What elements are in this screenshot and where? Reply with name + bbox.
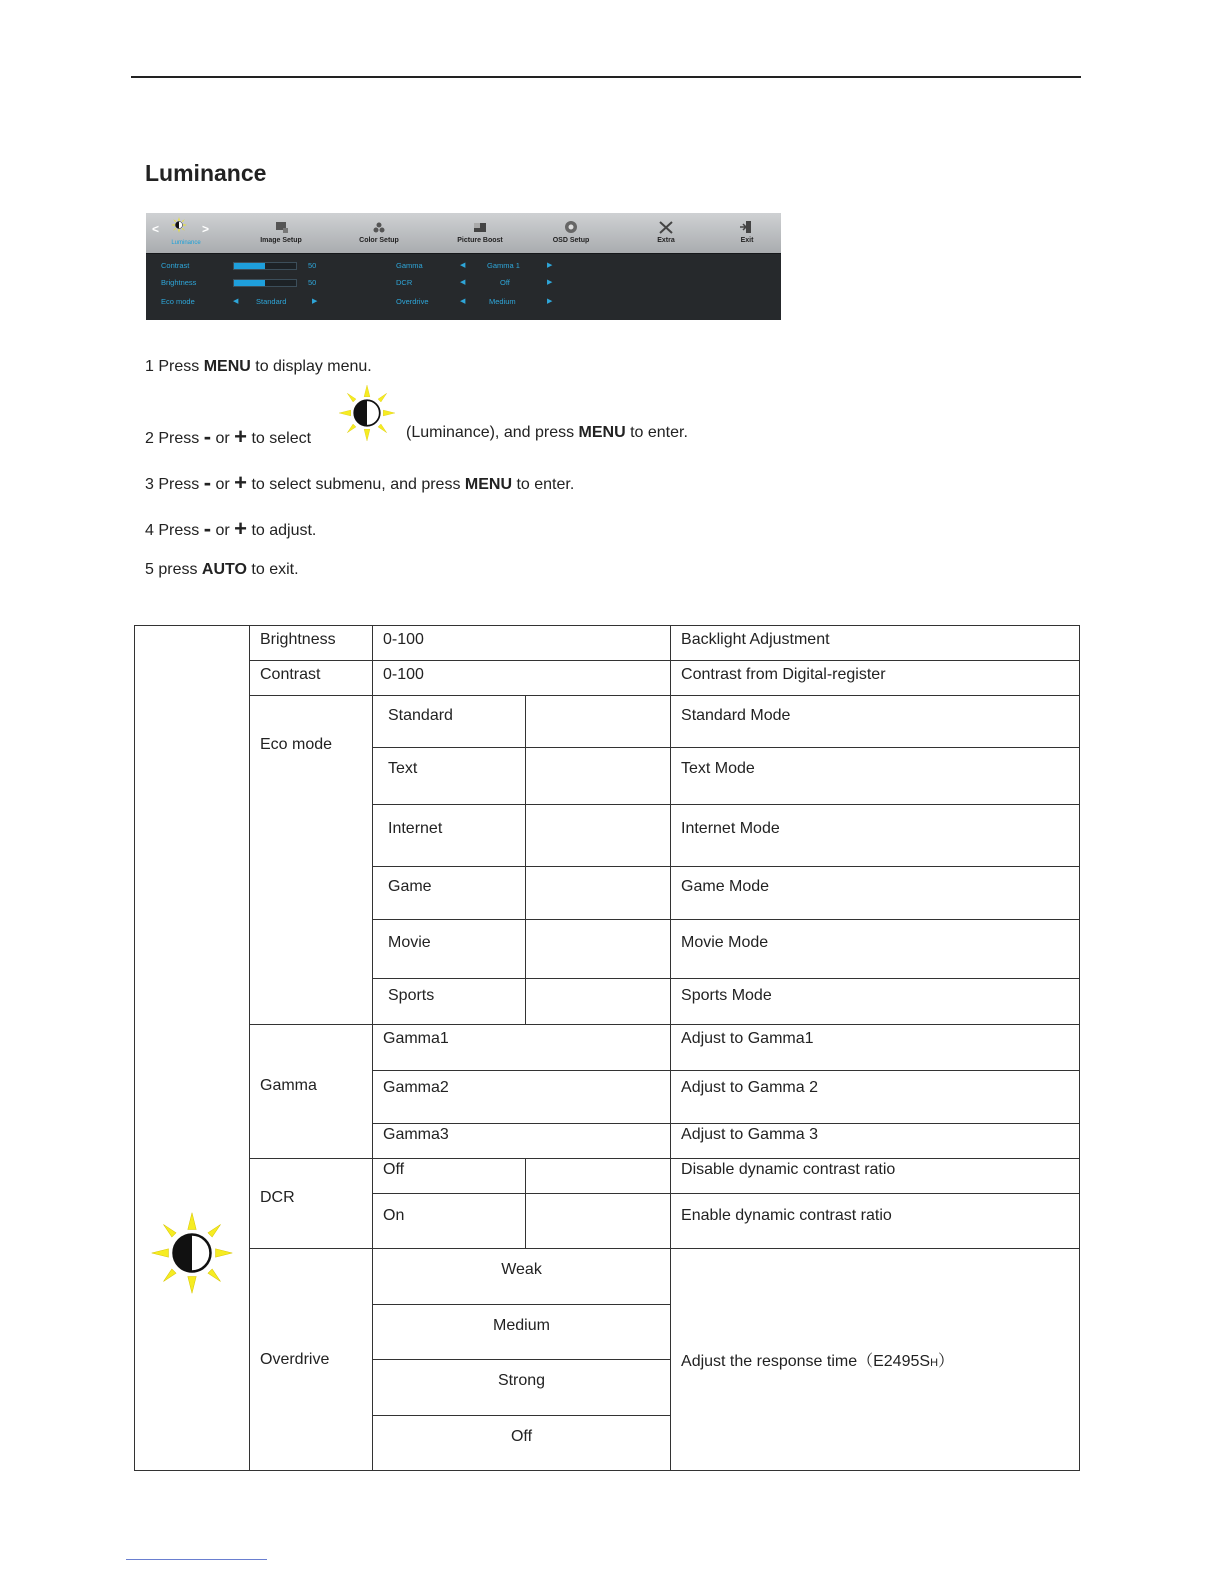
row-range: 0-100 bbox=[373, 626, 671, 661]
osd-tab-luminance-label: Luminance bbox=[171, 240, 201, 246]
empty-cell bbox=[526, 920, 671, 979]
table-row bbox=[135, 626, 1080, 661]
option-value: Standard bbox=[373, 696, 526, 748]
osd-gamma-value: Gamma 1 bbox=[487, 261, 520, 270]
option-value: Internet bbox=[373, 805, 526, 867]
table-row bbox=[135, 661, 1080, 696]
osd-tab-luminance bbox=[146, 217, 219, 233]
osd-dcr-label: DCR bbox=[396, 278, 413, 287]
osd-overdrive-value: Medium bbox=[489, 297, 516, 306]
luminance-icon-cell bbox=[135, 626, 250, 1471]
osd-brightness-slider bbox=[233, 279, 297, 287]
empty-cell bbox=[526, 979, 671, 1025]
osd-tab-image-setup: Image Setup bbox=[241, 219, 321, 244]
overdrive-desc: Adjust the response time（E2495SH） bbox=[671, 1249, 1080, 1471]
empty-cell bbox=[526, 748, 671, 805]
option-value: Gamma1 bbox=[373, 1025, 671, 1071]
osd-tab-bar bbox=[146, 213, 781, 254]
option-desc: Disable dynamic contrast ratio bbox=[671, 1159, 1080, 1194]
footer-rule bbox=[126, 1559, 267, 1560]
option-desc: Sports Mode bbox=[671, 979, 1080, 1025]
eco-mode-name: Eco mode bbox=[250, 696, 373, 1025]
option-value: Sports bbox=[373, 979, 526, 1025]
osd-tab-osd-setup: OSD Setup bbox=[531, 219, 611, 244]
top-rule bbox=[131, 76, 1081, 78]
osd-tab-extra: Extra bbox=[626, 219, 706, 244]
row-name: Brightness bbox=[250, 626, 373, 661]
table-row bbox=[135, 1025, 1080, 1071]
section-heading: Luminance bbox=[145, 160, 267, 186]
triangle-left-icon: ◀ bbox=[460, 262, 466, 269]
triangle-left-icon: ◀ bbox=[233, 298, 239, 305]
osd-eco-value: Standard bbox=[256, 297, 287, 306]
osd-overdrive-label: Overdrive bbox=[396, 297, 429, 306]
option-desc: Standard Mode bbox=[671, 696, 1080, 748]
color-setup-icon bbox=[339, 219, 419, 235]
osd-contrast-value: 50 bbox=[308, 261, 317, 270]
empty-cell bbox=[526, 1194, 671, 1249]
option-value: Gamma3 bbox=[373, 1124, 671, 1159]
osd-brightness-fill bbox=[234, 280, 265, 286]
osd-gamma-label: Gamma bbox=[396, 261, 423, 270]
luminance-icon bbox=[338, 384, 396, 442]
triangle-right-icon: ▶ bbox=[312, 298, 318, 305]
option-value: Off bbox=[373, 1416, 671, 1471]
osd-menu-screenshot bbox=[146, 213, 781, 320]
triangle-right-icon: ▶ bbox=[547, 262, 553, 269]
osd-setup-icon bbox=[531, 219, 611, 235]
triangle-left-icon: ◀ bbox=[460, 279, 466, 286]
step-5: 5 press AUTO to exit. bbox=[145, 561, 299, 578]
option-desc: Internet Mode bbox=[671, 805, 1080, 867]
row-name: Contrast bbox=[250, 661, 373, 696]
chevron-right-icon: > bbox=[202, 222, 210, 236]
gamma-name: Gamma bbox=[250, 1025, 373, 1159]
triangle-right-icon: ▶ bbox=[547, 298, 553, 305]
empty-cell bbox=[526, 1159, 671, 1194]
table-row bbox=[135, 1249, 1080, 1305]
osd-contrast-fill bbox=[234, 263, 265, 269]
osd-tab-color-setup: Color Setup bbox=[339, 219, 419, 244]
empty-cell bbox=[526, 805, 671, 867]
luminance-icon bbox=[146, 217, 219, 233]
option-desc: Adjust to Gamma1 bbox=[671, 1025, 1080, 1071]
exit-icon bbox=[707, 219, 781, 235]
osd-tab-exit: Exit bbox=[707, 219, 781, 244]
row-range: 0-100 bbox=[373, 661, 671, 696]
step-3: 3 Press - or + to select submenu, and press MENU to enter. bbox=[145, 470, 575, 495]
option-desc: Adjust to Gamma 2 bbox=[671, 1071, 1080, 1124]
osd-contrast-slider bbox=[233, 262, 297, 270]
option-value: Text bbox=[373, 748, 526, 805]
option-desc: Text Mode bbox=[671, 748, 1080, 805]
empty-cell bbox=[526, 696, 671, 748]
dcr-name: DCR bbox=[250, 1159, 373, 1249]
step-4: 4 Press - or + to adjust. bbox=[145, 516, 317, 541]
option-desc: Movie Mode bbox=[671, 920, 1080, 979]
step-1: 1 Press MENU to display menu. bbox=[145, 358, 372, 375]
picture-boost-icon bbox=[440, 219, 520, 235]
empty-cell bbox=[526, 867, 671, 920]
luminance-icon bbox=[150, 1211, 234, 1295]
table-row bbox=[135, 1159, 1080, 1194]
extra-icon bbox=[626, 219, 706, 235]
osd-dcr-value: Off bbox=[500, 278, 510, 287]
osd-eco-label: Eco mode bbox=[161, 297, 195, 306]
triangle-left-icon: ◀ bbox=[460, 298, 466, 305]
osd-contrast-label: Contrast bbox=[161, 261, 190, 270]
row-desc: Backlight Adjustment bbox=[671, 626, 1080, 661]
option-desc: Adjust to Gamma 3 bbox=[671, 1124, 1080, 1159]
row-desc: Contrast from Digital-register bbox=[671, 661, 1080, 696]
option-desc: Game Mode bbox=[671, 867, 1080, 920]
step-2-continued: (Luminance), and press MENU to enter. bbox=[406, 424, 688, 441]
option-value: Strong bbox=[373, 1360, 671, 1416]
luminance-settings-table bbox=[134, 625, 1079, 1471]
chevron-left-icon: < bbox=[152, 222, 160, 236]
option-value: Weak bbox=[373, 1249, 671, 1305]
option-desc: Enable dynamic contrast ratio bbox=[671, 1194, 1080, 1249]
option-value: On bbox=[373, 1194, 526, 1249]
option-value: Off bbox=[373, 1159, 526, 1194]
option-value: Movie bbox=[373, 920, 526, 979]
table-row bbox=[135, 696, 1080, 748]
image-setup-icon bbox=[241, 219, 321, 235]
triangle-right-icon: ▶ bbox=[547, 279, 553, 286]
osd-brightness-label: Brightness bbox=[161, 278, 197, 287]
option-value: Game bbox=[373, 867, 526, 920]
osd-tab-picture-boost: Picture Boost bbox=[440, 219, 520, 244]
osd-brightness-value: 50 bbox=[308, 278, 317, 287]
step-2: 2 Press - or + to select bbox=[145, 424, 312, 449]
overdrive-name: Overdrive bbox=[250, 1249, 373, 1471]
option-value: Gamma2 bbox=[373, 1071, 671, 1124]
option-value: Medium bbox=[373, 1305, 671, 1360]
